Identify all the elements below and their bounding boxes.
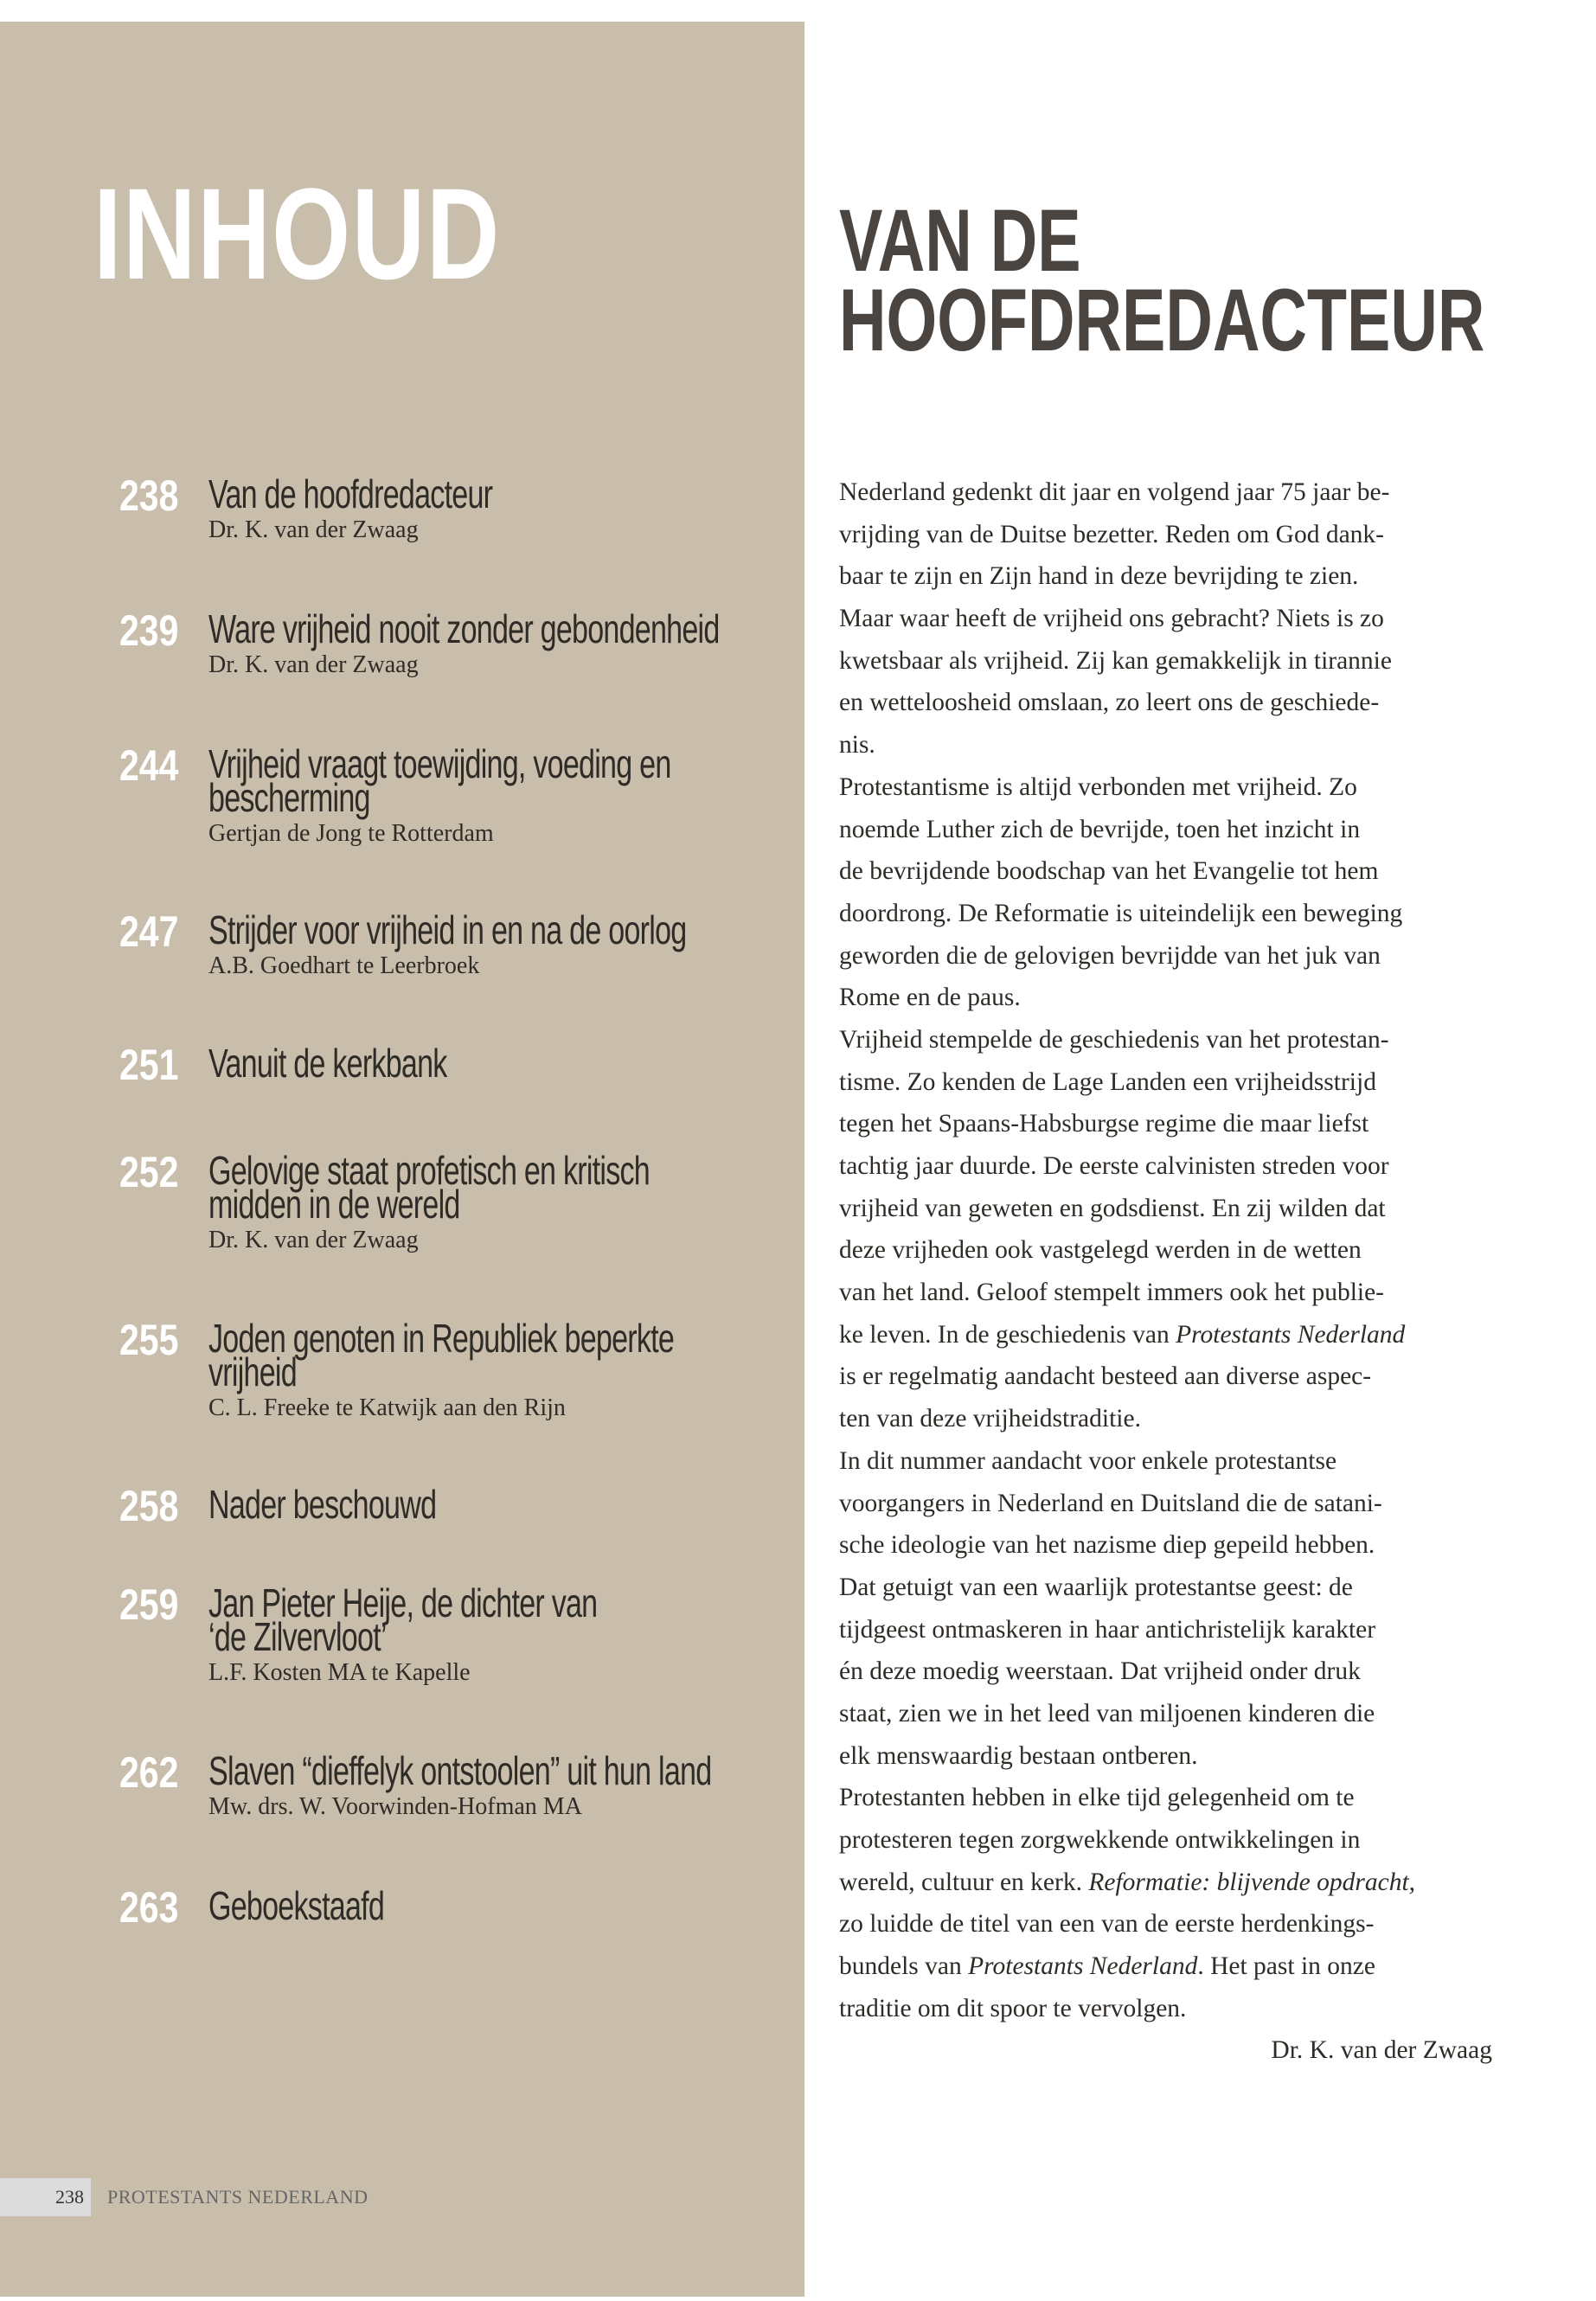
publication-name: PROTESTANTS NEDERLAND	[107, 2186, 369, 2208]
toc-title-line: bescherming	[208, 775, 370, 820]
article-line: de bevrijdende boodschap van het Evangelie tot hem	[839, 857, 1379, 886]
toc-title-line: Joden genoten in Republiek beperkte	[208, 1316, 675, 1361]
article-heading-line: HOOFDREDACTEUR	[839, 271, 1485, 369]
toc-title-line: Gelovige staat profetisch en kritisch	[208, 1148, 650, 1193]
article-heading-line: VAN DE	[839, 191, 1081, 290]
toc-title	[208, 1482, 887, 1527]
text-segment: wereld, cultuur en kerk.	[839, 1868, 1089, 1896]
toc-page-number: 263	[119, 1883, 179, 1932]
toc-page-number: 262	[119, 1748, 179, 1797]
contents-title: INHOUD	[93, 161, 501, 306]
toc-title-line: Geboekstaafd	[208, 1883, 385, 1928]
article-line: Vrijheid stempelde de geschiedenis van het protestan-	[839, 1025, 1389, 1054]
article-line: ten van deze vrijheidstraditie.	[839, 1405, 1141, 1433]
article-line: sche ideologie van het nazisme diep gepeild hebben.	[839, 1531, 1375, 1560]
article-line: Maar waar heeft de vrijheid ons gebracht? Niets is zo	[839, 605, 1384, 633]
italic-title: Protestants Nederland	[1176, 1320, 1406, 1349]
toc-page-number: 259	[119, 1580, 179, 1629]
text-segment: . Het past in onze	[1197, 1952, 1375, 1981]
toc-page-number: 255	[119, 1316, 179, 1364]
toc-title-line: Vanuit de kerkbank	[208, 1041, 447, 1086]
toc-title-line: midden in de wereld	[208, 1182, 460, 1227]
article-line: nis.	[839, 731, 875, 760]
article-line: deze vrijheden ook vastgelegd werden in de wetten	[839, 1236, 1362, 1265]
toc-author: L.F. Kosten MA te Kapelle	[208, 1659, 471, 1686]
toc-page-number: 238	[119, 471, 179, 520]
article-line: kwetsbaar als vrijheid. Zij kan gemakkelijk in tirannie	[839, 646, 1392, 675]
toc-author: C. L. Freeke te Katwijk aan den Rijn	[208, 1394, 566, 1421]
page-number: 238	[0, 2178, 91, 2216]
toc-title	[208, 1883, 887, 1928]
article-line: noemde Luther zich de bevrijde, toen het inzicht in	[839, 815, 1361, 843]
article-line: is er regelmatig aandacht besteed aan diverse aspec-	[839, 1362, 1372, 1391]
article-line: én deze moedig weerstaan. Dat vrijheid onder druk	[839, 1657, 1361, 1686]
article-line	[839, 1862, 1492, 1904]
article-line: tisme. Zo kenden de Lage Landen een vrijheidsstrijd	[839, 1067, 1376, 1096]
article-line: In dit nummer aandacht voor enkele protestantse	[839, 1446, 1337, 1475]
toc-title-line: Jan Pieter Heije, de dichter van	[208, 1580, 598, 1625]
article-line: elk menswaardig bestaan ontberen.	[839, 1741, 1198, 1770]
toc-page-number: 258	[119, 1482, 179, 1530]
toc-title	[208, 606, 887, 651]
article-line: protesteren tegen zorgwekkende ontwikkelingen in	[839, 1826, 1361, 1854]
text-segment: bundels van	[839, 1952, 969, 1981]
toc-author: A.B. Goedhart te Leerbroek	[208, 952, 480, 979]
article-line: en wetteloosheid omslaan, zo leert ons de geschiede-	[839, 689, 1380, 717]
toc-title-line: Strijder voor vrijheid in en na de oorlog	[208, 907, 687, 952]
article-line: geworden die de gelovigen bevrijdde van het juk van	[839, 941, 1381, 970]
article-line: staat, zien we in het leed van miljoenen kinderen die	[839, 1699, 1375, 1727]
toc-title-line: Vrijheid vraagt toewijding, voeding en	[208, 741, 671, 786]
toc-title-line: ‘de Zilvervloot’	[208, 1614, 387, 1659]
article-line: baar te zijn en Zijn hand in deze bevrijding te zien.	[839, 562, 1359, 591]
toc-page-number: 239	[119, 606, 179, 655]
article-signature: Dr. K. van der Zwaag	[1271, 2036, 1492, 2065]
article-line: vrijheid van geweten en godsdienst. En zij wilden dat	[839, 1194, 1386, 1222]
toc-title	[208, 1748, 887, 1793]
article-heading	[839, 191, 1485, 369]
article-line: traditie om dit spoor te vervolgen.	[839, 1994, 1187, 2022]
toc-author: Mw. drs. W. Voorwinden-Hofman MA	[208, 1793, 582, 1820]
toc-author: Dr. K. van der Zwaag	[208, 516, 419, 543]
toc-page-number: 252	[119, 1148, 179, 1196]
article-line	[839, 1945, 1492, 1988]
text-segment: ke leven. In de geschiedenis van	[839, 1320, 1176, 1349]
toc-title	[208, 1148, 887, 1227]
toc-title	[208, 1580, 887, 1659]
article-line: tijdgeest ontmaskeren in haar antichristelijk karakter	[839, 1615, 1376, 1644]
toc-author: Gertjan de Jong te Rotterdam	[208, 820, 494, 847]
toc-title	[208, 907, 887, 952]
article-line: van het land. Geloof stempelt immers ook het publie-	[839, 1279, 1385, 1307]
italic-title: Reformatie: blijvende opdracht,	[1088, 1868, 1416, 1896]
toc-title-line: Van de hoofdredacteur	[208, 471, 493, 516]
article-line: tachtig jaar duurde. De eerste calvinisten streden voor	[839, 1152, 1389, 1180]
article-line: doordrong. De Reformatie is uiteindelijk een beweging	[839, 899, 1403, 927]
article-line: Rome en de paus.	[839, 984, 1021, 1012]
toc-author: Dr. K. van der Zwaag	[208, 1227, 419, 1253]
article-line: zo luidde de titel van een van de eerste herdenkings-	[839, 1910, 1375, 1939]
article-line	[839, 1314, 1492, 1356]
toc-title-line: Nader beschouwd	[208, 1482, 437, 1527]
toc-title	[208, 471, 887, 516]
article-line: Dat getuigt van een waarlijk protestantse geest: de	[839, 1573, 1353, 1601]
article-body	[839, 471, 1492, 2072]
article-line: Nederland gedenkt dit jaar en volgend jaar 75 jaar be-	[839, 478, 1390, 506]
toc-title-line: Slaven “dieffelyk ontstoolen” uit hun land	[208, 1748, 712, 1793]
italic-title: Protestants Nederland	[968, 1952, 1198, 1981]
toc-title-line: Ware vrijheid nooit zonder gebondenheid	[208, 606, 720, 651]
toc-title-line: vrijheid	[208, 1349, 297, 1394]
article-line: Protestantisme is altijd verbonden met vrijheid. Zo	[839, 772, 1357, 801]
toc-page-number: 247	[119, 907, 179, 956]
toc-title	[208, 1041, 887, 1086]
article-line: Protestanten hebben in elke tijd gelegenheid om te	[839, 1784, 1355, 1812]
toc-author: Dr. K. van der Zwaag	[208, 651, 419, 678]
article-line: voorgangers in Nederland en Duitsland die de satani-	[839, 1489, 1382, 1517]
article-line: tegen het Spaans-Habsburgse regime die maar liefst	[839, 1110, 1369, 1138]
toc-page-number: 251	[119, 1041, 179, 1089]
toc-page-number: 244	[119, 741, 179, 790]
toc-title	[208, 1316, 887, 1394]
article-line: vrijding van de Duitse bezetter. Reden om God dank-	[839, 520, 1384, 548]
